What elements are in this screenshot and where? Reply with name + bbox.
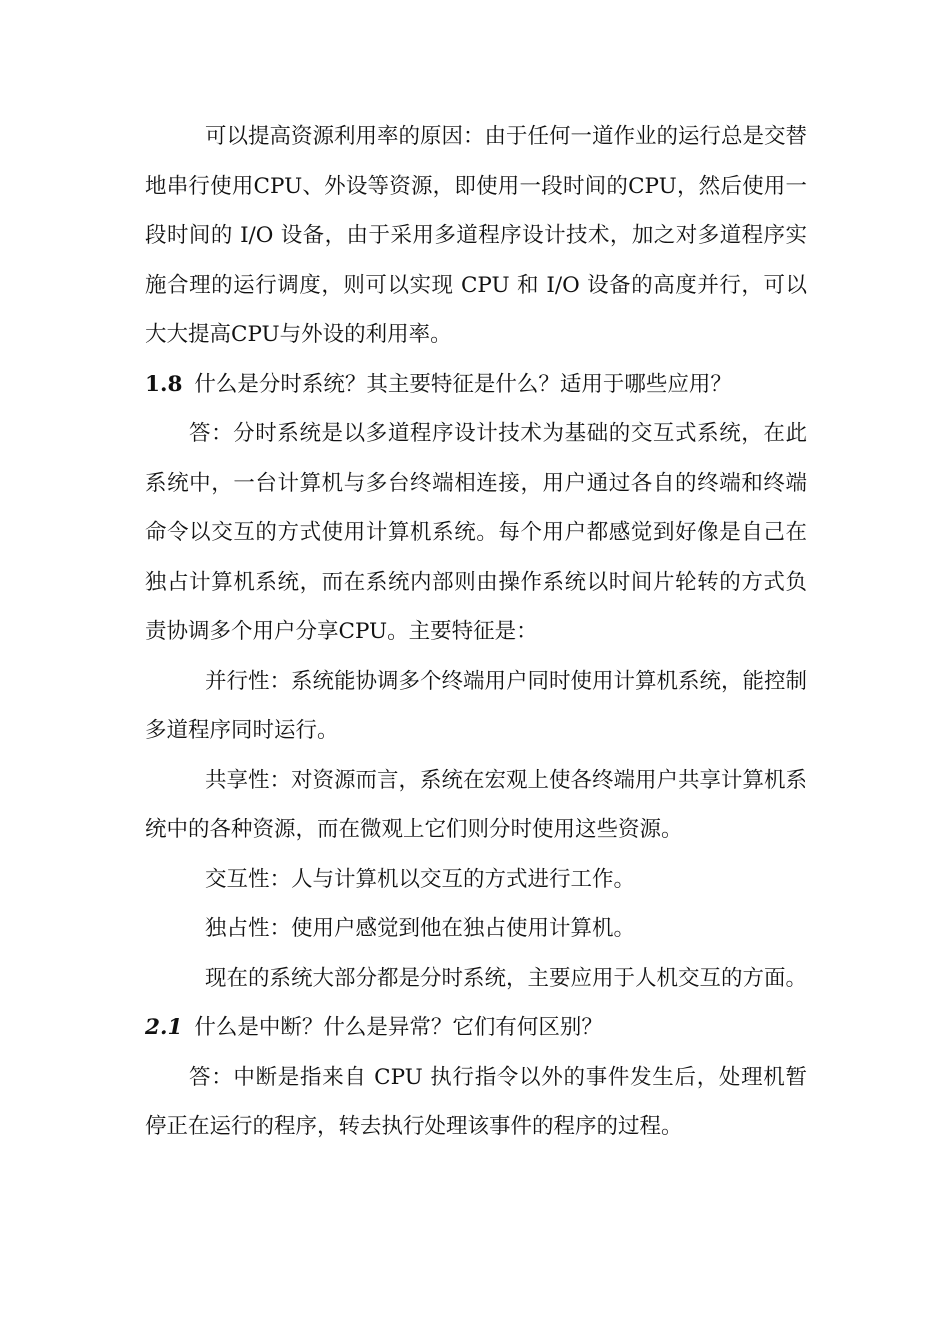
paragraph-application: 现在的系统大部分都是分时系统，主要应用于人机交互的方面。 <box>205 965 808 991</box>
question-heading-1-8 <box>145 360 807 410</box>
question-number: 1.8 <box>145 371 183 397</box>
feature-exclusive: 独占性：使用户感觉到他在独占使用计算机。 <box>205 916 636 941</box>
feature-parallel: 并行性：系统能协调多个终端用户同时使用计算机系统，能控制多道程序同时运行。 <box>145 668 808 743</box>
answer-1-8: 答：分时系统是以多道程序设计技术为基础的交互式系统，在此系统中，一台计算机与多台终端相连接，用户通过各自的终端和终端命令以交互的方式使用计算机系统。每个用户都感觉到好像是自己在独占计算机系统，而在系统内部则由操作系统以时间片轮转的方式负责协调多个用户分享CPU。主要特征是： <box>145 421 807 644</box>
question-text: 什么是中断？什么是异常？它们有何区别？ <box>194 1015 603 1040</box>
feature-interactive: 交互性：人与计算机以交互的方式进行工作。 <box>205 866 636 892</box>
question-text: 什么是分时系统？其主要特征是什么？适用于哪些应用？ <box>194 371 732 397</box>
document-page <box>145 112 807 1152</box>
answer-2-1: 答：中断是指来自 CPU 执行指令以外的事件发生后，处理机暂停正在运行的程序，转去执行处理该事件的程序的过程。 <box>145 1064 807 1139</box>
paragraph-resource-utilization: 可以提高资源利用率的原因：由于任何一道作业的运行总是交替地串行使用CPU、外设等资源，即使用一段时间的CPU，然后使用一段时间的 I/O 设备，由于采用多道程序设计技术，加之对多道程序实施合理的运行调度，则可以实现 CPU 和 I/O 设备的高度并行，可以大大提高CPU与外设的利用率。 <box>145 124 808 347</box>
feature-shared: 共享性：对资源而言，系统在宏观上使各终端用户共享计算机系统中的各种资源，而在微观上它们则分时使用这些资源。 <box>145 767 808 842</box>
question-heading-2-1 <box>145 1003 807 1053</box>
question-number: 2.1 <box>145 1015 183 1040</box>
